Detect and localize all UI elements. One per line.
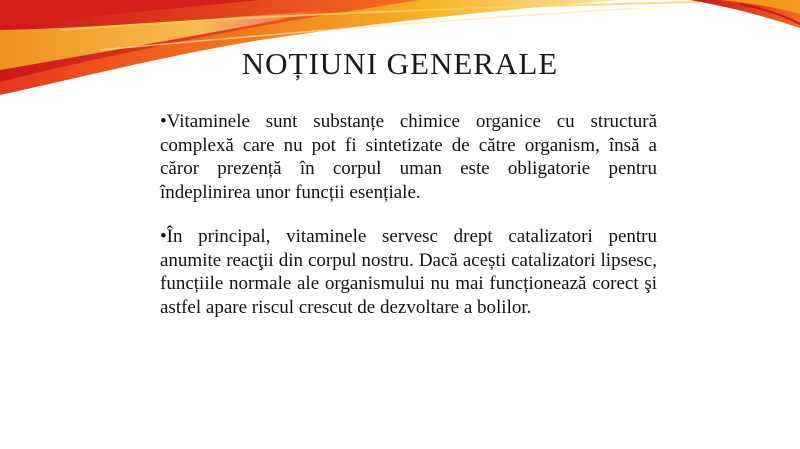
bullet-paragraph [160,110,657,204]
paragraph-text: În principal, vitaminele servesc drept catalizatori pentru anumite reacţii din corpul nostru. Dacă acești catalizatori lipsesc, funcțiile normale ale organismului nu mai funcționează corect şi astfel apare riscul crescut de dezvoltare a bolilor. [160,226,657,318]
bullet-marker: • [160,226,167,247]
bullet-marker: • [160,111,167,132]
slide-title: NOȚIUNI GENERALE [241,46,559,81]
slide-content [160,110,657,340]
paragraph-text: Vitaminele sunt substanțe chimice organice cu structură complexă care nu pot fi sintetizate de către organism, însă a căror prezență în corpul uman este obligatorie pentru îndeplinirea unor funcții esențiale. [160,111,657,203]
bullet-paragraph [160,225,657,319]
